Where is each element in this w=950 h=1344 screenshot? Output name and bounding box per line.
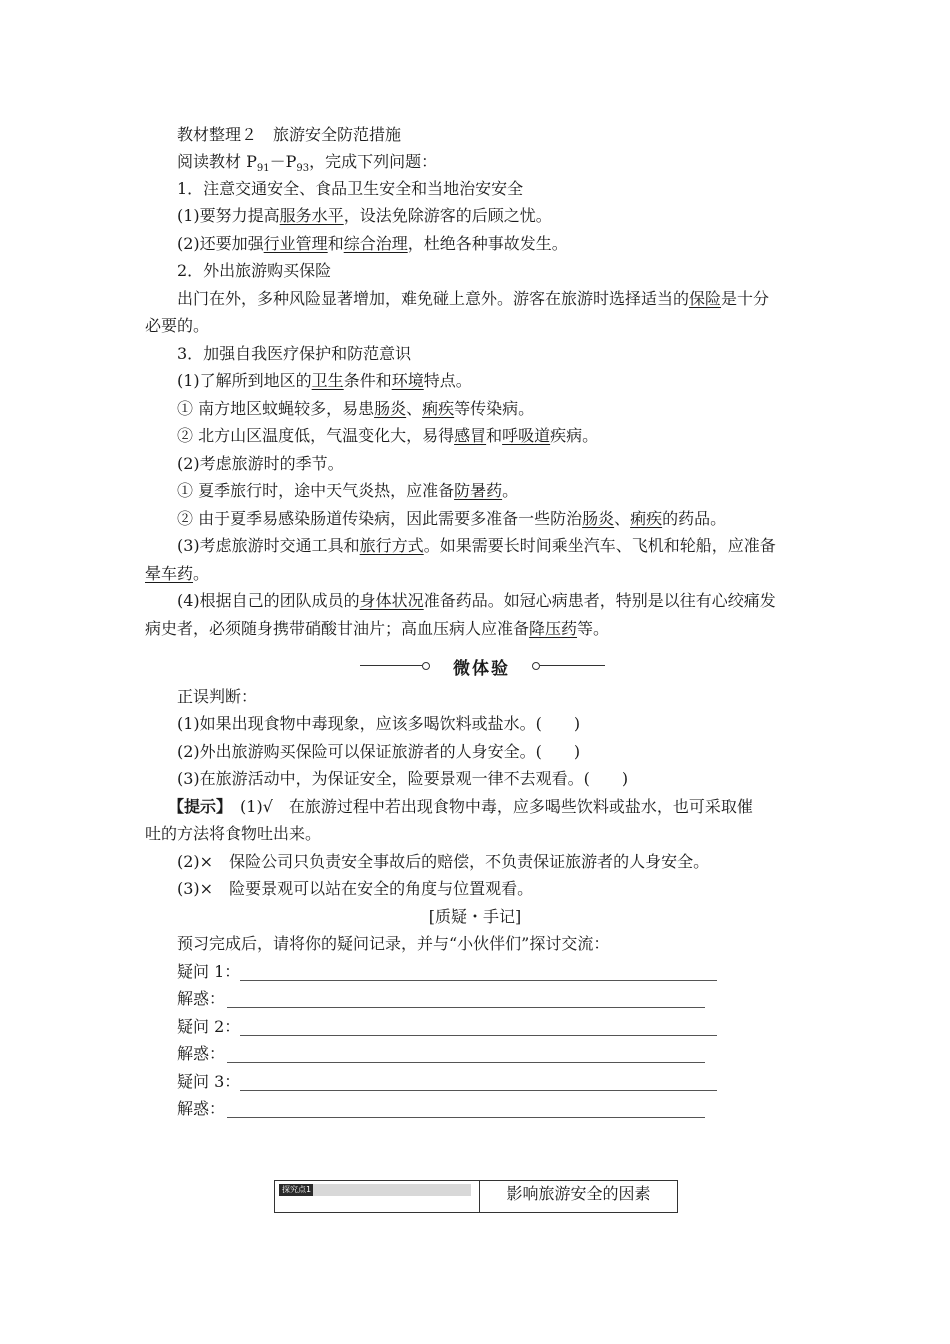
resolve-3-label: 解惑： [177,1099,226,1118]
question-2-label: 疑问 2： [177,1017,241,1036]
section-heading: 教材整理２ 旅游安全防范措施 [177,125,402,144]
point-3-title: 3．加强自我医疗保护和防范意识 [177,344,412,363]
answer-blank: 保险 [689,289,722,308]
answer-blank: 服务水平 [279,206,344,225]
resolve-2-line[interactable] [227,1062,705,1063]
point-3-item-3: (3)考虑旅游时交通工具和旅行方式。如果需要长时间乘坐汽车、飞机和轮船，应准备 [177,536,776,555]
answer-blank: 降压药 [529,619,578,638]
hint-answer-2: (2)× 保险公司只负责安全事故后的赔偿，不负责保证旅游者的人身安全。 [177,852,710,871]
answer-blank: 身体状况 [359,591,424,610]
explore-point-label-cell [275,1181,480,1212]
point-3-item-1a: ① 南方地区蚊蝇较多，易患肠炎、痢疾等传染病。 [177,399,535,418]
answer-blank: 肠炎 [374,399,407,418]
answer-blank: 环境 [391,371,424,390]
question-1-label: 疑问 1： [177,962,241,981]
resolve-1-label: 解惑： [177,989,226,1008]
answer-blank: 晕车药 [145,564,194,583]
answer-blank: 行业管理 [263,234,328,253]
question-3-label: 疑问 3： [177,1072,241,1091]
answer-blank: 痢疾 [422,399,455,418]
hint-label: 【提示】 [168,797,225,816]
resolve-1-line[interactable] [227,1007,705,1008]
answer-blank: 综合治理 [343,234,408,253]
divider-dot-right [532,662,540,670]
judge-question-1: (1)如果出现食物中毒现象，应该多喝饮料或盐水。( ) [177,714,581,733]
answer-blank: 旅行方式 [359,536,424,555]
hint-answer-3: (3)× 险要景观可以站在安全的角度与位置观看。 [177,879,534,898]
resolve-3-line[interactable] [227,1117,705,1118]
point-3-item-3-cont: 晕车药。 [145,564,210,583]
explore-point-tag: 探究点1 [279,1184,314,1196]
answer-blank: 防暑药 [454,481,503,500]
point-3-item-4-cont: 病史者，必须随身携带硝酸甘油片；高血压病人应准备降压药等。 [145,619,610,638]
point-3-item-2a: ① 夏季旅行时，途中天气炎热，应准备防暑药。 [177,481,519,500]
judge-question-3: (3)在旅游活动中，为保证安全，险要景观一律不去观看。( ) [177,769,629,788]
point-1-title: 1．注意交通安全、食品卫生安全和当地治安安全 [177,179,524,198]
notes-title: [质疑・手记] [428,907,522,926]
judge-label: 正误判断： [177,687,258,706]
micro-experience-divider [360,653,605,679]
answer-blank: 肠炎 [582,509,615,528]
divider-line-right [540,665,605,666]
answer-blank: 卫生 [311,371,344,390]
point-1-item-1: (1)要努力提高服务水平，设法免除游客的后顾之忧。 [177,206,552,225]
point-2-text: 出门在外，多种风险显著增加，难免碰上意外。游客在旅游时选择适当的保险是十分 [177,289,770,308]
divider-line-left [360,665,422,666]
point-2-title: 2．外出旅游购买保险 [177,261,332,280]
hint-answer-1: 【提示】 (1)√ 在旅游过程中若出现食物中毒，应多喝些饮料或盐水，也可采取催 [168,797,753,816]
question-2-line[interactable] [240,1035,717,1036]
reading-instruction: 阅读教材 $P_{91}-P_{93}$，完成下列问题： [177,152,438,175]
notes-intro: 预习完成后，请将你的疑问记录，并与“小伙伴们”探讨交流： [177,934,610,953]
resolve-2-label: 解惑： [177,1044,226,1063]
point-1-item-2: (2)还要加强行业管理和综合治理，杜绝各种事故发生。 [177,234,568,253]
point-3-item-2b: ② 由于夏季易感染肠道传染病，因此需要多准备一些防治肠炎、痢疾的药品。 [177,509,727,528]
explore-point-bar [313,1184,471,1196]
question-3-line[interactable] [240,1090,717,1091]
point-3-item-1: (1)了解所到地区的卫生条件和环境特点。 [177,371,472,390]
micro-experience-title: 微体验 [453,659,510,679]
explore-point-box [274,1180,678,1213]
point-3-item-1b: ② 北方山区温度低，气温变化大，易得感冒和呼吸道疾病。 [177,426,599,445]
judge-question-2: (2)外出旅游购买保险可以保证旅游者的人身安全。( ) [177,742,581,761]
answer-blank: 呼吸道 [502,426,551,445]
point-3-item-2: (2)考虑旅游时的季节。 [177,454,344,473]
point-3-item-4: (4)根据自己的团队成员的身体状况准备药品。如冠心病患者，特别是以往有心绞痛发 [177,591,776,610]
divider-dot-left [422,662,430,670]
explore-point-title: 影响旅游安全的因素 [506,1184,651,1203]
answer-blank: 痢疾 [630,509,663,528]
question-1-line[interactable] [240,980,717,981]
answer-blank: 感冒 [454,426,487,445]
hint-answer-1-cont: 吐的方法将食物吐出来。 [145,824,322,843]
point-2-text-cont: 必要的。 [145,316,210,335]
